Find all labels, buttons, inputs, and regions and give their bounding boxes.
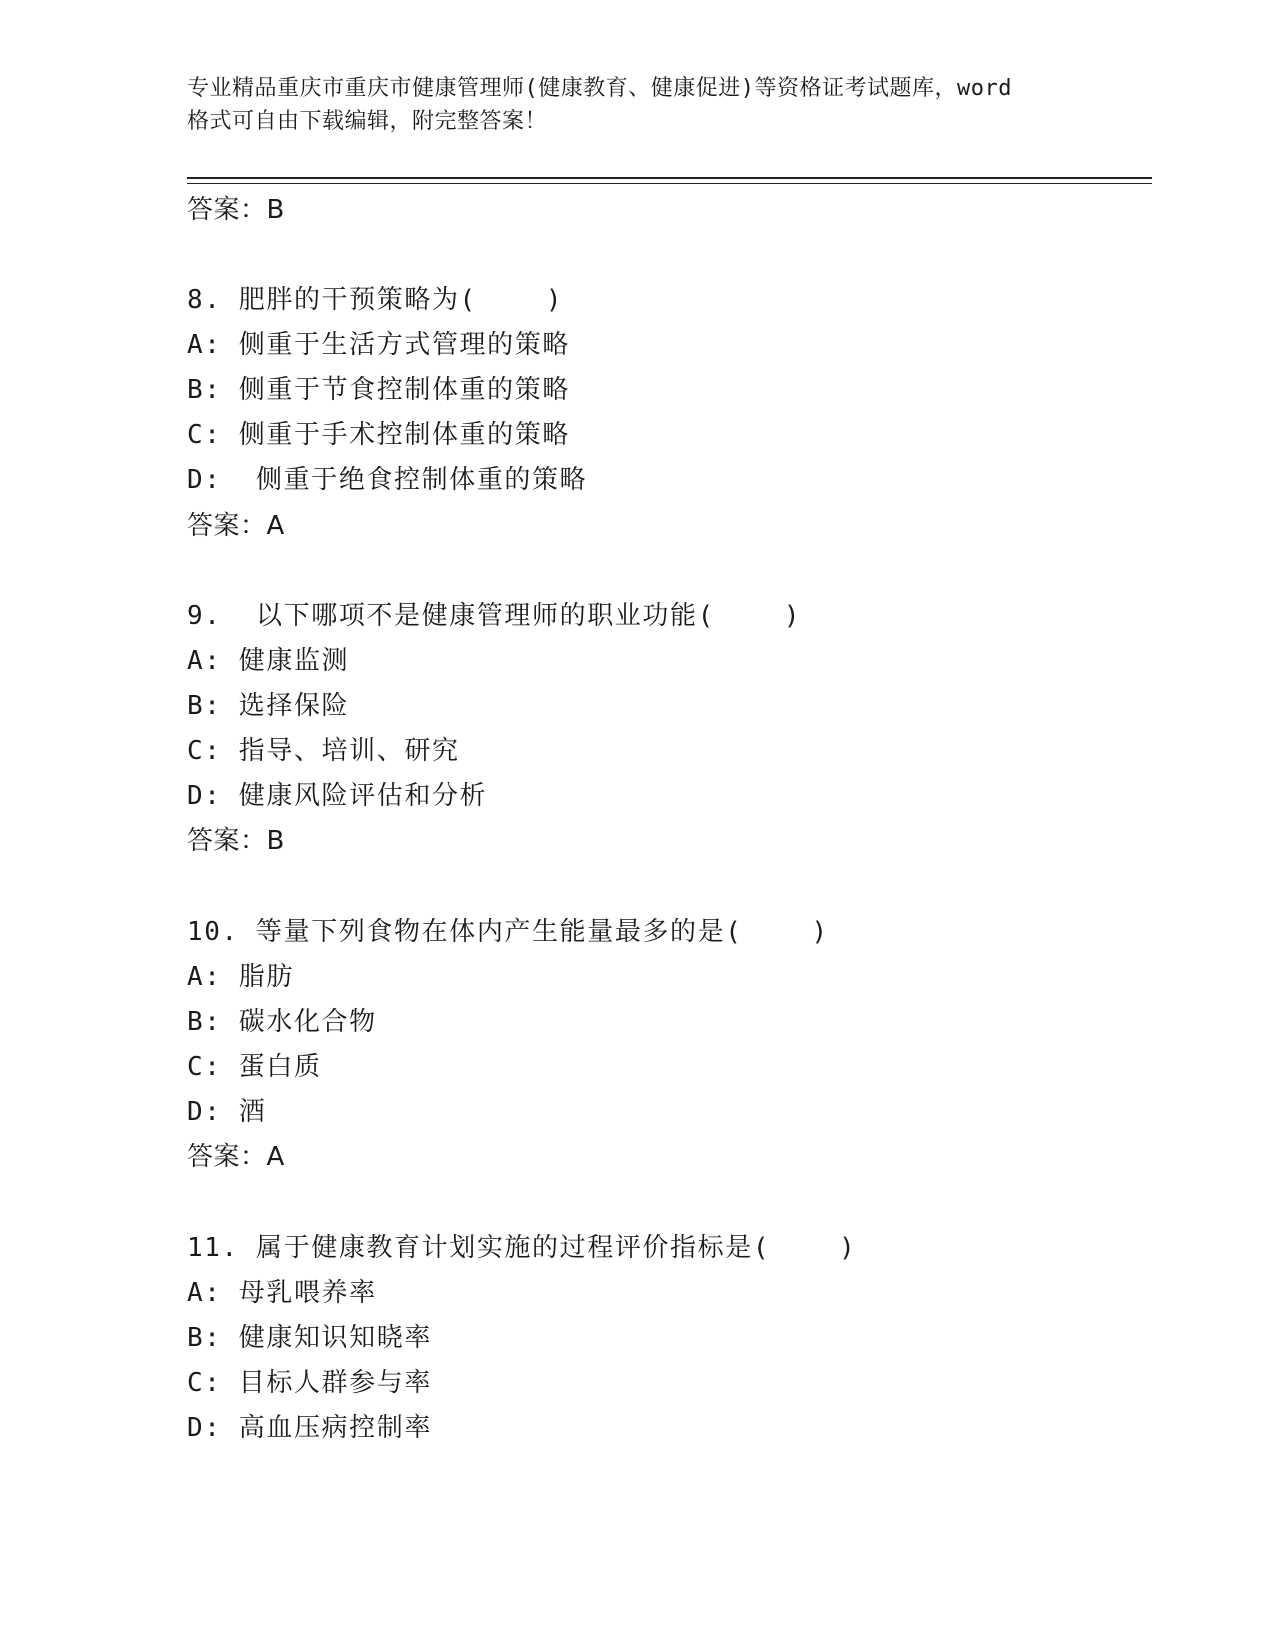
question-8-answer: 答案：A — [187, 511, 285, 541]
question-8-option-c: C: 侧重于手术控制体重的策略 — [187, 420, 570, 450]
question-9-stem: 9. 以下哪项不是健康管理师的职业功能( ) — [187, 601, 802, 631]
question-10-option-a: A: 脂肪 — [187, 962, 294, 992]
question-10-stem: 10. 等量下列食物在体内产生能量最多的是( ) — [187, 917, 829, 947]
question-8-stem: 8. 肥胖的干预策略为( ) — [187, 285, 564, 315]
question-9-option-a: A: 健康监测 — [187, 646, 350, 676]
header-line-1: 专业精品重庆市重庆市健康管理师(健康教育、健康促进)等资格证考试题库，word — [187, 76, 1012, 101]
document-header — [187, 72, 1087, 138]
answer-line: 答案：B — [187, 195, 285, 225]
question-8-option-d: D: 侧重于绝食控制体重的策略 — [187, 465, 588, 495]
question-10-option-b: B: 碳水化合物 — [187, 1007, 377, 1037]
question-9-option-d: D: 健康风险评估和分析 — [187, 781, 488, 811]
question-8-option-a: A: 侧重于生活方式管理的策略 — [187, 330, 570, 360]
question-10-answer: 答案：A — [187, 1142, 285, 1172]
question-10-option-c: C: 蛋白质 — [187, 1052, 322, 1082]
header-rule-thick — [187, 177, 1152, 179]
question-10-option-d: D: 酒 — [187, 1097, 267, 1127]
question-9-option-b: B: 选择保险 — [187, 691, 350, 721]
question-11-option-b: B: 健康知识知晓率 — [187, 1323, 432, 1353]
question-11-stem: 11. 属于健康教育计划实施的过程评价指标是( ) — [187, 1233, 857, 1263]
question-11-option-c: C: 目标人群参与率 — [187, 1368, 432, 1398]
header-line-2: 格式可自由下载编辑，附完整答案！ — [187, 109, 548, 134]
question-11-option-d: D: 高血压病控制率 — [187, 1413, 432, 1443]
question-11-option-a: A: 母乳喂养率 — [187, 1278, 377, 1308]
header-rule-thin — [187, 183, 1152, 184]
question-9-option-c: C: 指导、培训、研究 — [187, 736, 460, 766]
question-8-option-b: B: 侧重于节食控制体重的策略 — [187, 375, 570, 405]
question-9-answer: 答案：B — [187, 826, 285, 856]
